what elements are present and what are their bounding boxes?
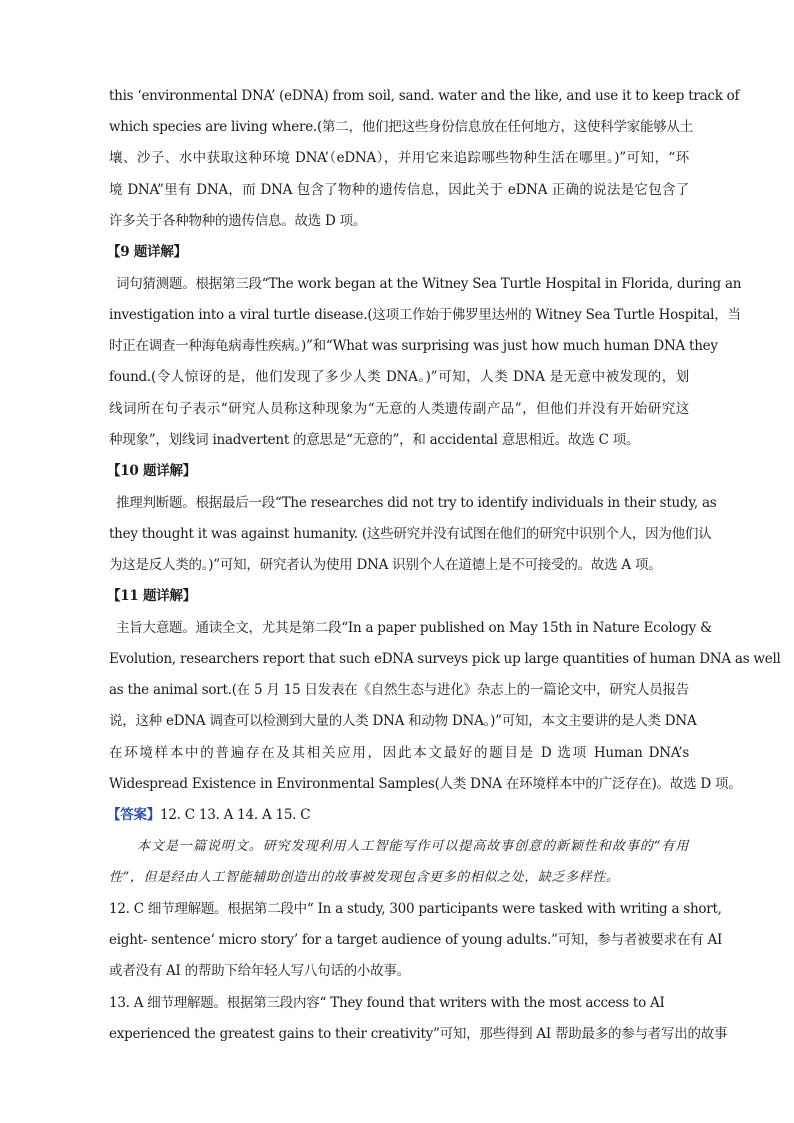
text-line: 推理判断题。根据最后一段“The researches did not try to identify individuals in their study, as [116,495,717,511]
section-heading-q9: 【9 题详解】 [107,244,187,260]
text-line: investigation into a viral turtle disease.(这项工作始于佛罗里达州的 Witney Sea Turtle Hospital，当 [109,307,741,323]
text-line: 为这是反人类的。)”可知，研究者认为使用 DNA 识别个人在道德上是不可接受的。故选 A 项。 [109,557,662,573]
text-line: 许多关于各种物种的遗传信息。故选 D 项。 [109,213,367,229]
text-line: Widespread Existence in Environmental Samples(人类 DNA 在环境样本中的广泛存在)。故选 D 项。 [109,776,742,792]
text-line: 12. C 细节理解题。根据第二段中“ In a study, 300 participants were tasked with writing a short, [109,901,722,917]
answer-values: 12. C 13. A 14. A 15. C [160,807,311,823]
text-line: 词句猜测题。根据第三段“The work began at the Witney Sea Turtle Hospital in Florida, during an [116,276,742,292]
text-line: 时正在调查一种海龟病毒性疾病。)”和“What was surprising was just how much human DNA they [109,338,718,354]
section-heading-q11: 【11 题详解】 [107,588,196,604]
text-line: 主旨大意题。通读全文，尤其是第二段“In a paper published on May 15th in Nature Ecology & [116,620,712,636]
text-line: 本文是一篇说明文。研究发现利用人工智能写作可以提高故事创意的新颖性和故事的“有用 [137,839,689,854]
text-line: 13. A 细节理解题。根据第三段内容“ They found that writers with the most access to AI [109,995,665,1011]
text-line: Evolution, researchers report that such eDNA surveys pick up large quantities of human DNA as well [109,651,781,667]
text-line: 性”，但是经由人工智能辅助创造出的故事被发现包含更多的相似之处，缺乏多样性。 [109,870,620,885]
answer-line [107,805,687,825]
text-line: 在环境样本中的普遍存在及其相关应用，因此本文最好的题目是 D 选项 Human DNA’s [109,745,689,761]
text-line: experienced the greatest gains to their creativity”可知，那些得到 AI 帮助最多的参与者写出的故事 [109,1026,728,1042]
text-line: found.(令人惊讶的是，他们发现了多少人类 DNA。)”可知，人类 DNA 是无意中被发现的，划 [109,369,689,385]
text-line: they thought it was against humanity. (这些研究并没有试图在他们的研究中识别个人，因为他们认 [109,526,712,542]
text-line: 说，这种 eDNA 调查可以检测到大量的人类 DNA 和动物 DNA。)”可知，本文主要讲的是人类 DNA [109,713,697,729]
section-heading-q10: 【10 题详解】 [107,463,196,479]
text-line: eight- sentence‘ micro story’ for a target audience of young adults.”可知，参与者被要求在有 AI [109,932,723,948]
text-line: 线词所在句子表示“研究人员称这种现象为“无意的人类遗传副产品”，但他们并没有开始研究这 [109,401,689,417]
text-line: 境 DNA”里有 DNA，而 DNA 包含了物种的遗传信息，因此关于 eDNA 正确的说法是它包含了 [109,182,689,198]
text-line: this ‘environmental DNA’ (eDNA) from soil, sand. water and the like, and use it to keep track of [109,88,740,104]
text-line: 种现象”，划线词 inadvertent 的意思是“无意的”，和 accidental 意思相近。故选 C 项。 [109,432,640,448]
text-line: which species are living where.(第二，他们把这些身份信息放在任何地方，这使科学家能够从土 [109,119,693,135]
text-line: 或者没有 AI 的帮助下给年轻人写八句话的小故事。 [109,963,410,979]
answer-label: 【答案】 [107,807,160,823]
text-line: 壤、沙子、水中获取这种环境 DNA’（eDNA），并用它来追踪哪些物种生活在哪里。)”可知，“环 [109,150,689,166]
text-line: as the animal sort.(在 5 月 15 日发表在《自然生态与进化》杂志上的一篇论文中，研究人员报告 [109,682,689,698]
